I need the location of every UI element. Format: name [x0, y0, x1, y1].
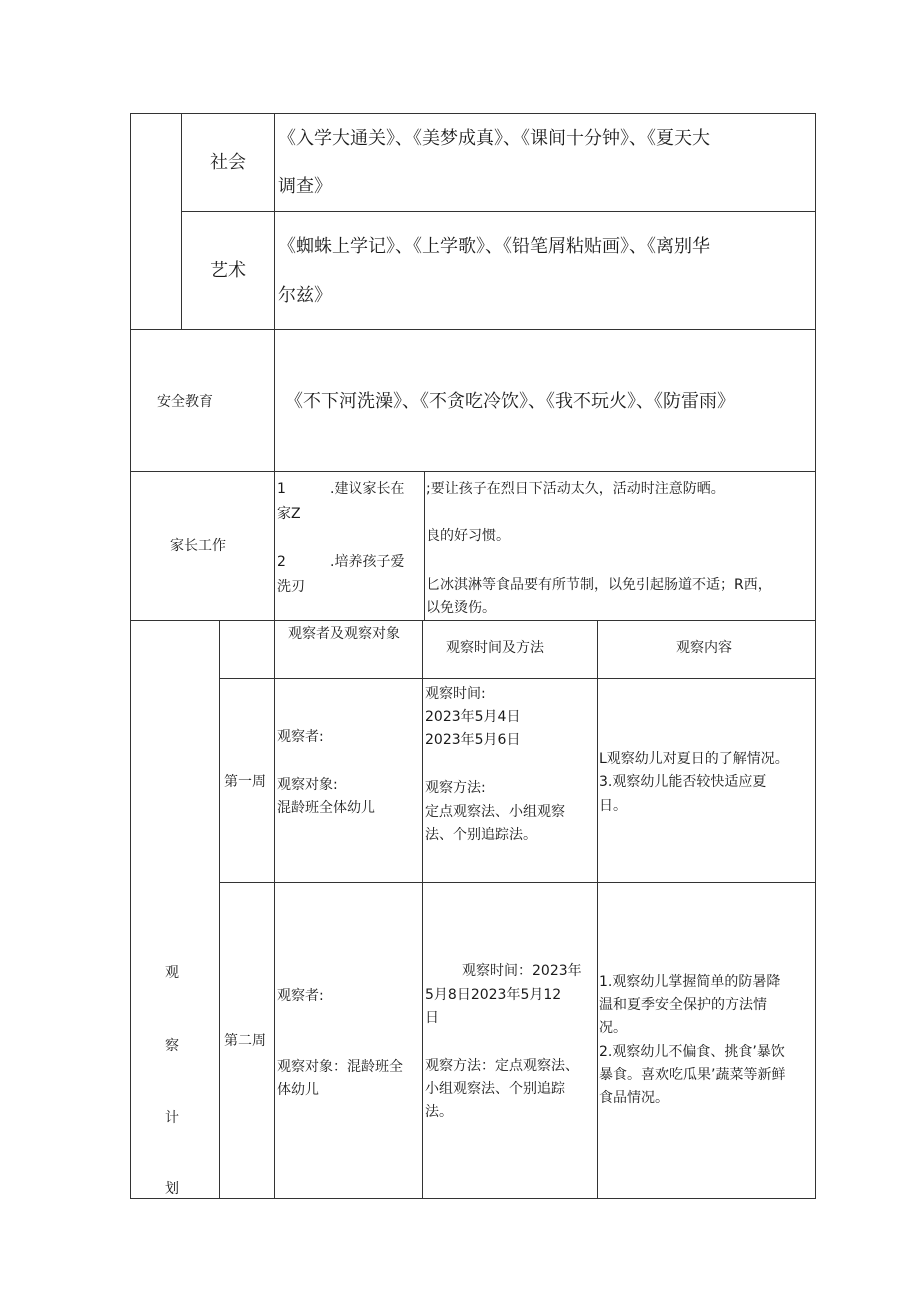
observation-side-label-1: 观	[165, 965, 179, 981]
week1-time-label: 观察时间:	[425, 686, 486, 702]
week2-target-line1: 观察对象：混龄班全	[277, 1059, 403, 1075]
header-content: 观察内容	[676, 640, 732, 656]
week1-content-line3: 日。	[599, 798, 627, 814]
social-label: 社会	[210, 152, 246, 173]
parents-right-line4: 以免烫伤。	[426, 600, 496, 616]
week2-time-line3: 日	[425, 1010, 439, 1026]
week1-label: 第一周	[224, 774, 266, 790]
table-border	[130, 113, 816, 114]
week1-method-line2: 法、个别追踪法。	[425, 827, 537, 843]
art-content-line2: 尔兹》	[278, 285, 332, 306]
column-divider	[597, 620, 598, 1199]
week2-content-line6: 食品情况。	[599, 1090, 669, 1106]
week2-content-line5: 暴食。喜欢吃瓜果’蔬菜等新鲜	[599, 1067, 786, 1083]
week1-content-line1: L观察幼儿对夏日的了解情况。	[599, 751, 789, 767]
observation-side-label-3: 计	[165, 1110, 179, 1126]
row-divider	[130, 329, 816, 330]
parents-right-line1: ;要让孩子在烈日下活动太久，活动时注意防晒。	[426, 481, 725, 497]
week1-target: 观察对象:	[277, 777, 338, 793]
week1-date1: 2023年5月4日	[425, 709, 521, 725]
art-label: 艺术	[210, 260, 246, 281]
observation-side-label-2: 察	[165, 1038, 179, 1054]
row-divider	[219, 678, 816, 679]
social-content-line2: 调查》	[278, 176, 332, 197]
week2-label: 第二周	[224, 1033, 266, 1049]
row-divider	[181, 211, 816, 212]
week2-time-line2: 5月8日2023年5月12	[425, 987, 562, 1003]
parents-right-line3: 匕冰淇淋等食品要有所节制，以免引起肠道不适；R西，	[426, 577, 772, 593]
week2-method-line2: 小组观察法、个别追踪	[425, 1081, 565, 1097]
parents-right-line2: 良的好习惯。	[426, 528, 510, 544]
week2-content-line4: 2.观察幼儿不偏食、挑食’暴饮	[599, 1044, 785, 1060]
parents-item2-text-cont: 洗刃	[277, 579, 305, 595]
week1-content-line2: 3.观察幼儿能否较快适应夏	[599, 774, 767, 790]
safety-label: 安全教育	[157, 394, 213, 410]
week1-method-label: 观察方法:	[425, 780, 486, 796]
row-divider	[130, 471, 816, 472]
parents-item1-text-cont: 家Z	[277, 506, 301, 522]
row-divider	[130, 620, 816, 621]
safety-content: 《不下河洗澡》、《不贪吃冷饮》、《我不玩火》、《防雷雨》	[285, 391, 735, 412]
row-divider	[219, 882, 816, 883]
parents-item2-text: .培养孩子爱	[330, 554, 405, 570]
social-content-line1: 《入学大通关》、《美梦成真》、《课间十分钟》、《夏天大	[278, 128, 710, 149]
table-border	[130, 113, 131, 1199]
parents-label: 家长工作	[170, 538, 226, 554]
week1-target-value: 混龄班全体幼儿	[277, 800, 375, 816]
column-divider	[422, 620, 423, 1199]
header-observer: 观察者及观察对象	[288, 626, 400, 642]
week2-time-line1: 观察时间：2023年	[462, 963, 582, 979]
week2-observer: 观察者:	[277, 988, 324, 1004]
parents-item2-number: 2	[277, 554, 286, 570]
week1-method-line1: 定点观察法、小组观察	[425, 804, 565, 820]
week2-content-line1: 1.观察幼儿掌握简单的防暑降	[599, 974, 781, 990]
table-border	[815, 113, 816, 1199]
column-divider	[274, 113, 275, 1199]
week2-target-line2: 体幼儿	[277, 1082, 319, 1098]
header-time-method: 观察时间及方法	[446, 640, 544, 656]
column-divider	[181, 113, 182, 329]
observation-side-label-4: 划	[165, 1181, 179, 1197]
week1-observer: 观察者:	[277, 729, 324, 745]
week2-content-line3: 况。	[599, 1020, 627, 1036]
column-divider	[424, 471, 425, 620]
art-content-line1: 《蜘蛛上学记》、《上学歌》、《铅笔屑粘贴画》、《离别华	[278, 236, 710, 257]
week2-content-line2: 温和夏季安全保护的方法情	[599, 997, 767, 1013]
week2-method-line3: 法。	[425, 1104, 453, 1120]
parents-item1-number: 1	[277, 481, 286, 497]
table-border	[130, 1198, 816, 1199]
week2-method-line1: 观察方法：定点观察法、	[425, 1058, 579, 1074]
column-divider	[219, 620, 220, 1199]
parents-item1-text: .建议家长在	[330, 481, 405, 497]
week1-date2: 2023年5月6日	[425, 732, 521, 748]
